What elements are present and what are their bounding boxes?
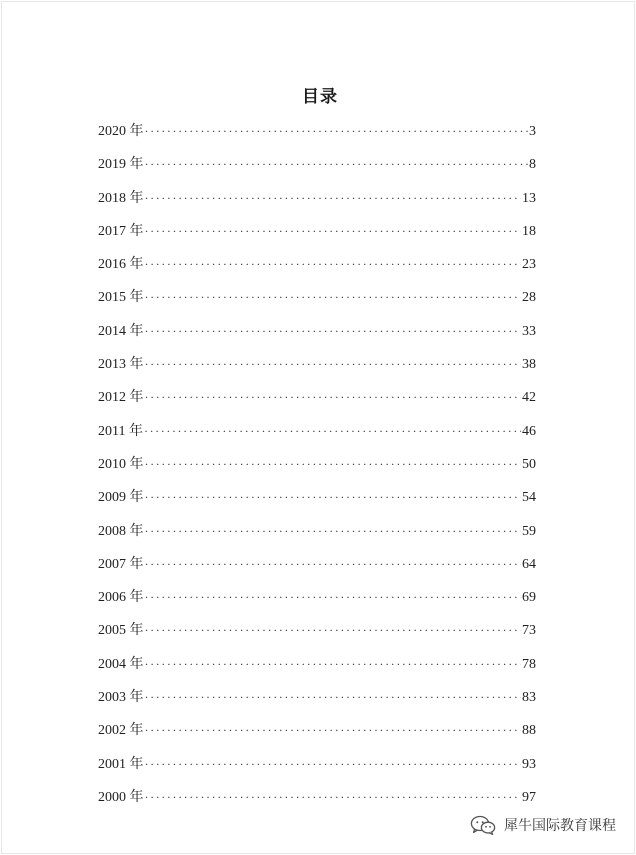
toc-entry[interactable] xyxy=(98,713,536,746)
toc-entry-label: 2008 年 xyxy=(98,523,144,539)
toc-entry-label: 2011 年 xyxy=(98,423,143,439)
toc-dot-leader xyxy=(145,681,522,714)
toc-dot-leader xyxy=(145,348,522,381)
toc-dot-leader xyxy=(145,714,522,747)
toc-dot-leader xyxy=(145,148,529,181)
toc-entry-label: 2019 年 xyxy=(98,157,144,173)
toc-entry-page-number: 88 xyxy=(522,723,536,739)
toc-entry-label: 2020 年 xyxy=(98,124,144,139)
toc-entry-page-number: 42 xyxy=(522,390,536,406)
toc-entry[interactable] xyxy=(98,747,536,780)
toc-entry-label: 2016 年 xyxy=(98,257,144,273)
toc-entry-label: 2006 年 xyxy=(98,590,144,606)
toc-entry-label: 2010 年 xyxy=(98,456,144,472)
toc-entry[interactable] xyxy=(98,114,536,147)
toc-entry-page-number: 28 xyxy=(522,290,536,306)
toc-entry-page-number: 13 xyxy=(522,190,536,206)
toc-entry-page-number: 59 xyxy=(522,523,536,539)
toc-entry-page-number: 54 xyxy=(522,490,536,506)
toc-entry-page-number: 46 xyxy=(522,423,536,439)
toc-entry[interactable] xyxy=(98,580,536,613)
toc-dot-leader xyxy=(145,115,529,148)
toc-dot-leader xyxy=(145,648,522,681)
toc-entry-label: 2009 年 xyxy=(98,490,144,506)
toc-entry[interactable] xyxy=(98,414,536,447)
toc-entry[interactable] xyxy=(98,447,536,480)
toc-dot-leader xyxy=(145,515,522,548)
toc-dot-leader xyxy=(145,381,522,414)
toc-entry[interactable] xyxy=(98,347,536,380)
toc-entry-page-number: 83 xyxy=(522,690,536,706)
toc-entry-page-number: 23 xyxy=(522,257,536,273)
toc-entry-page-number: 50 xyxy=(522,456,536,472)
toc-title: 目录 xyxy=(302,87,338,107)
toc-dot-leader xyxy=(145,281,522,314)
toc-entry-label: 2005 年 xyxy=(98,623,144,639)
toc-entry-label: 2000 年 xyxy=(98,789,144,805)
toc-dot-leader xyxy=(145,248,522,281)
toc-entry[interactable] xyxy=(98,514,536,547)
toc-entry-page-number: 69 xyxy=(522,590,536,606)
toc-dot-leader xyxy=(145,781,522,814)
toc-entry-label: 2015 年 xyxy=(98,290,144,306)
toc-dot-leader xyxy=(145,748,522,781)
toc-dot-leader xyxy=(145,448,522,481)
toc-entry[interactable] xyxy=(98,480,536,513)
toc-entry-label: 2004 年 xyxy=(98,656,144,672)
toc-entry[interactable] xyxy=(98,380,536,413)
toc-entry[interactable] xyxy=(98,547,536,580)
toc-dot-leader xyxy=(145,182,522,215)
toc-entry[interactable] xyxy=(98,680,536,713)
toc-entry-page-number: 18 xyxy=(522,223,536,239)
toc-dot-leader xyxy=(145,548,522,581)
toc-dot-leader xyxy=(145,315,522,348)
watermark-text: 犀牛国际教育课程 xyxy=(504,818,616,834)
toc-entry[interactable] xyxy=(98,647,536,680)
toc-entry[interactable] xyxy=(98,314,536,347)
watermark xyxy=(470,815,616,835)
wechat-icon xyxy=(470,815,496,835)
toc-entry-page-number: 78 xyxy=(522,656,536,672)
toc-entry-page-number: 73 xyxy=(522,623,536,639)
toc-entry[interactable] xyxy=(98,780,536,813)
toc-entry[interactable] xyxy=(98,181,536,214)
toc-entry-label: 2012 年 xyxy=(98,390,144,406)
toc-entry-page-number: 33 xyxy=(522,323,536,339)
toc-entry[interactable] xyxy=(98,247,536,280)
toc-entry-page-number: 64 xyxy=(522,556,536,572)
toc-dot-leader xyxy=(145,581,522,614)
toc-entry[interactable] xyxy=(98,280,536,313)
toc-entry-label: 2018 年 xyxy=(98,190,144,206)
toc-list xyxy=(98,114,536,813)
toc-entry-label: 2003 年 xyxy=(98,690,144,706)
toc-entry-label: 2013 年 xyxy=(98,357,144,373)
toc-entry[interactable] xyxy=(98,147,536,180)
toc-entry-label: 2002 年 xyxy=(98,723,144,739)
toc-dot-leader xyxy=(145,481,522,514)
toc-entry-label: 2001 年 xyxy=(98,756,144,772)
toc-entry-label: 2017 年 xyxy=(98,223,144,239)
toc-entry-page-number: 97 xyxy=(522,789,536,805)
toc-entry-page-number: 38 xyxy=(522,357,536,373)
toc-entry-page-number: 8 xyxy=(529,157,536,173)
toc-dot-leader xyxy=(145,614,522,647)
toc-entry-label: 2014 年 xyxy=(98,323,144,339)
document-page xyxy=(1,1,635,854)
toc-dot-leader xyxy=(144,415,521,448)
toc-entry[interactable] xyxy=(98,613,536,646)
toc-entry[interactable] xyxy=(98,214,536,247)
toc-entry-label: 2007 年 xyxy=(98,556,144,572)
toc-dot-leader xyxy=(145,215,522,248)
toc-entry-page-number: 3 xyxy=(529,124,536,139)
toc-entry-page-number: 93 xyxy=(522,756,536,772)
